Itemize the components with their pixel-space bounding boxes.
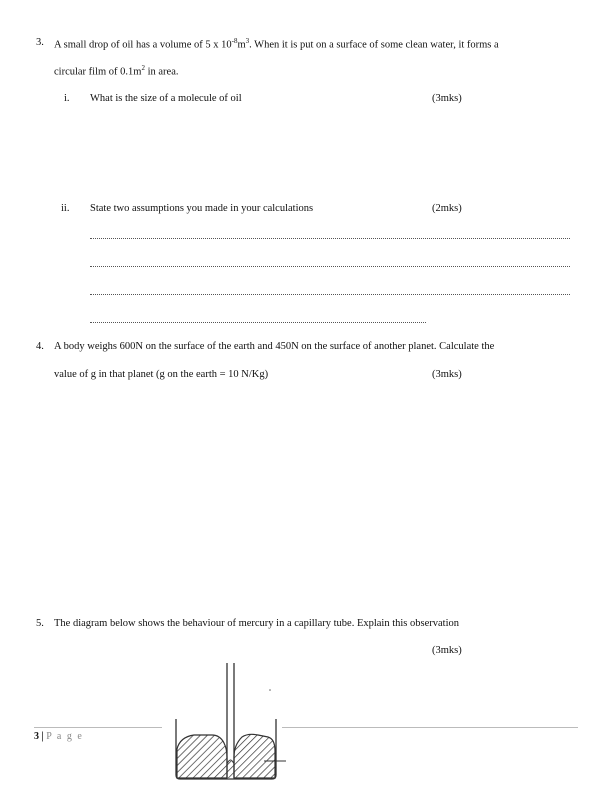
- q3-line1-part-b: m: [237, 39, 246, 51]
- speck-dot: [269, 689, 271, 691]
- capillary-tube-diagram: [172, 657, 292, 792]
- answer-line-3[interactable]: [90, 294, 570, 295]
- q5-marks: (3mks): [432, 645, 462, 656]
- page-number: 3: [34, 731, 39, 742]
- page-word: P a g e: [46, 731, 84, 742]
- q3-part-ii-roman: ii.: [61, 203, 70, 214]
- q3-text-line1: [54, 37, 499, 51]
- q3-line1-exponent2: 3: [245, 37, 250, 45]
- q3-part-i-text: What is the size of a molecule of oil: [90, 93, 242, 104]
- q3-part-i-roman: i.: [64, 93, 70, 104]
- q3-line1-part-c: . When it is put on a surface of some clean water, it forms a: [249, 39, 499, 51]
- mercury-in-tube: [228, 761, 234, 778]
- q3-number: 3.: [36, 37, 44, 48]
- mercury-body: [177, 735, 227, 778]
- q5-number: 5.: [36, 618, 44, 629]
- q3-line1-part-a: A small drop of oil has a volume of 5 x 10: [54, 39, 232, 51]
- q4-text-line1: A body weighs 600N on the surface of the earth and 450N on the surface of another planet. Calculate the: [54, 341, 495, 352]
- q4-text-line2: value of g in that planet (g on the earth = 10 N/Kg): [54, 369, 269, 380]
- q3-text-line2: [54, 64, 179, 78]
- q3-part-ii-marks: (2mks): [432, 203, 462, 214]
- q3-line1-exponent1: -8: [231, 37, 238, 45]
- footer-divider-right: [282, 727, 578, 728]
- q3-part-ii-text: State two assumptions you made in your calculations: [90, 203, 314, 214]
- answer-line-1[interactable]: [90, 238, 570, 239]
- q4-number: 4.: [36, 341, 44, 352]
- footer-divider-left: [34, 727, 162, 728]
- page-footer: [34, 731, 83, 742]
- page-separator: |: [39, 731, 47, 742]
- q3-line2-exponent: 2: [141, 64, 145, 72]
- q5-text-line1: The diagram below shows the behaviour of mercury in a capillary tube. Explain this observation: [54, 618, 460, 629]
- q3-line2-part-b: in area.: [144, 66, 179, 78]
- answer-line-2[interactable]: [90, 266, 570, 267]
- mercury-body-right: [234, 734, 275, 778]
- answer-line-4[interactable]: [90, 322, 426, 323]
- q4-marks: (3mks): [432, 369, 462, 380]
- q3-part-i-marks: (3mks): [432, 93, 462, 104]
- q3-line2-part-a: circular film of 0.1m: [54, 66, 142, 78]
